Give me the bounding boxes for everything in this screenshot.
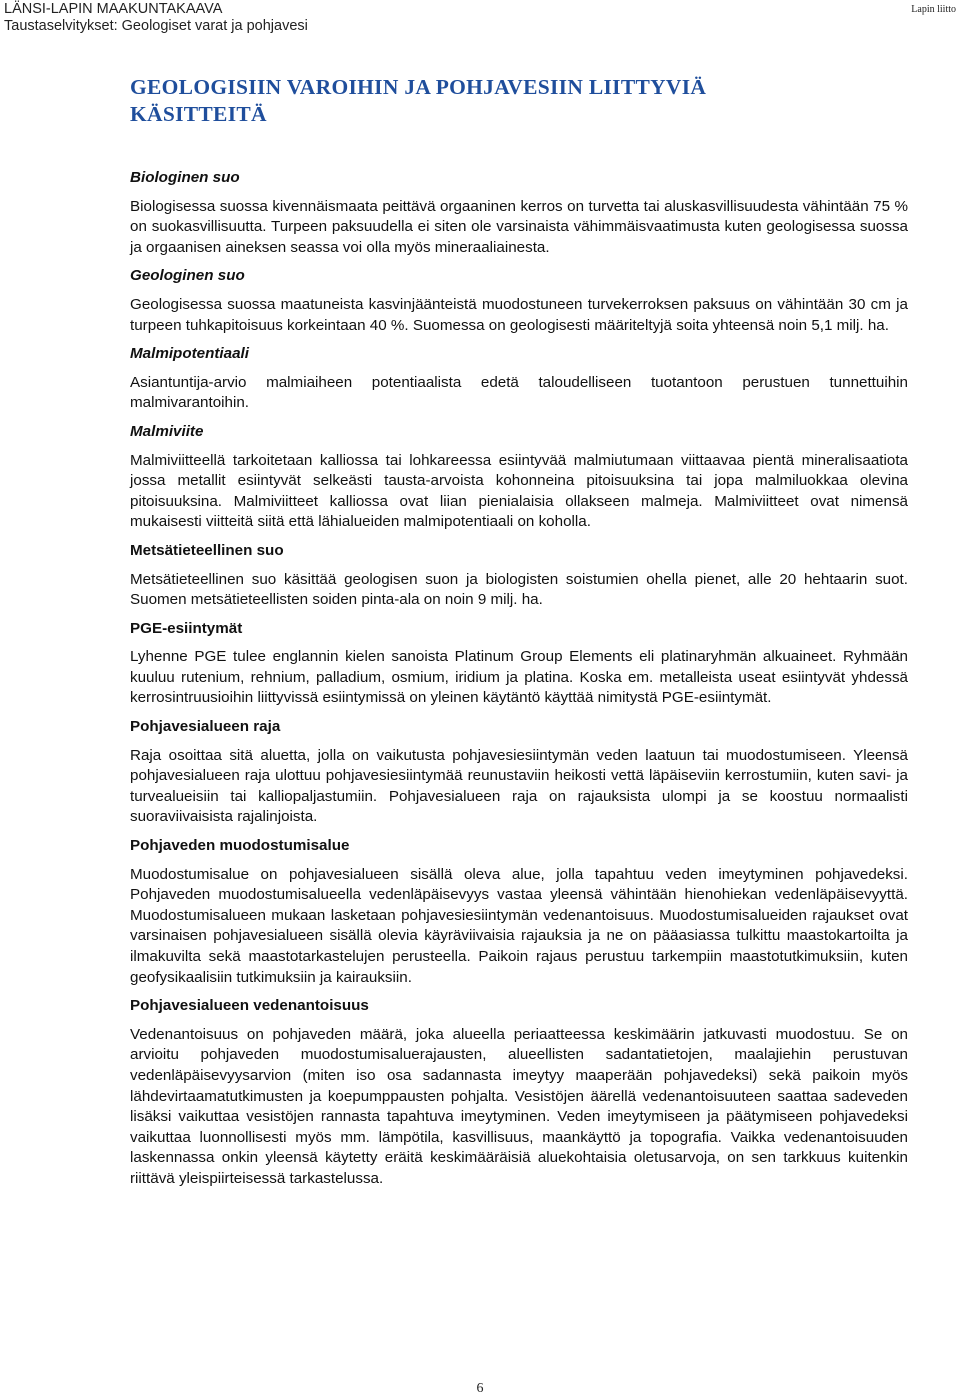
definition-metsatieteellinen-suo: Metsätieteellinen suo käsittää geologisen suon ja biologisten soistumien ohella pienet, alle 20 hehtaarin suot. Suomen metsätieteellisten soiden pinta-ala on noin 9 milj. ha. <box>130 570 908 609</box>
term-metsatieteellinen-suo: Metsätieteellinen suo <box>130 541 284 559</box>
term-pohjavesialueen-raja: Pohjavesialueen raja <box>130 718 281 736</box>
term-pohjaveden-muodostumisalue: Pohjaveden muodostumisalue <box>130 837 350 855</box>
term-pohjavesialueen-vedenantoisuus: Pohjavesialueen vedenantoisuus <box>130 997 369 1015</box>
definition-malmipotentiaali: Asiantuntija-arvio malmiaiheen potentiaalista edetä taloudelliseen tuotantoon perustuen tunnettuihin malmivarantoihin. <box>130 373 908 412</box>
page-title <box>130 74 910 128</box>
header-line-2: Taustaselvitykset: Geologiset varat ja pohjavesi <box>4 18 308 34</box>
definition-pohjavesialueen-vedenantoisuus: Vedenantoisuus on pohjaveden määrä, joka alueella periaatteessa keskimäärin jatkuvasti muodostuu. Se on arvioitu pohjaveden muodostumisaluerajausten, alueellisten sadantatietojen, maalajiehin perustuvan vedenläpäisevyysarvion (miten iso osa sadannasta imeytyy maaperään pohjavedeksi) sekä paikoin myös lähdevirtaamatutkimusten ja koepumppausten pohjalta. Vesistöjen äärellä vedenantoisuuteen saattaa sadeveden lisäksi vaikuttaa vesistöjen rannasta tapahtuva imeytyminen. Veden imeytymiseen ja päätymiseen pohjavedeksi vaikuttaa luonnollisesti myös mm. lämpötila, kasvillisuus, maankäyttö ja topografia. Vaikka vedenantoisuuden laskennassa onkin yleensä käytetty eräitä keskimääräisiä aluekohtaisia oletusarvoja, on sen tarkkuus kuitenkin riittävä yleispiirteisessä tarkastelussa. <box>130 1025 908 1187</box>
definition-malmiviite: Malmiviitteellä tarkoitetaan kalliossa tai lohkareessa esiintyvää malmiutumaan viittaavaa pientä mineralisaatiota jossa metallit esiintyvät selkeästi tausta-arvoista kohonneina pitoisuuksina tai jopa malmiluokkaa olevina pitoisuuksina. Malmiviitteet kalliossa ovat liian pienialaisia ollakseen malmeja. Malmiviitteet ovat nimensä mukaisesti viitteitä siitä että lähialueiden malmipotentiaali on koholla. <box>130 451 908 531</box>
title-line-2: KÄSITTEITÄ <box>130 102 267 126</box>
term-geologinen-suo: Geologinen suo <box>130 267 245 285</box>
definition-geologinen-suo: Geologisessa suossa maatuneista kasvinjäänteistä muodostuneen turvekerroksen paksuus on vähintään 30 cm ja turpeen tuhkapitoisuus korkeintaan 40 %. Suomessa on geologisesti määriteltyjä soita yhteensä noin 5,1 milj. ha. <box>130 295 908 334</box>
definition-pohjavesialueen-raja: Raja osoittaa sitä aluetta, jolla on vaikutusta pohjavesiesiintymän veden laatuun tai muodostumiseen. Yleensä pohjavesialueen raja ulottuu pohjavesiesiintymää reunustaviin heikosti vettä läpäiseviin kerrostumiin, kuten savi- ja turvealueisiin tai kalliopaljastumiin. Pohjavesialueen raja on rajauksista ulompi ja se koostuu normaalisti suoraviivaisista rajalinjoista. <box>130 746 908 826</box>
term-malmipotentiaali: Malmipotentiaali <box>130 345 249 363</box>
header-line-1: LÄNSI-LAPIN MAAKUNTAKAAVA <box>4 1 223 17</box>
title-line-1: GEOLOGISIIN VAROIHIN JA POHJAVESIIN LIITTYVIÄ <box>130 75 707 99</box>
definition-pge-esiintymat: Lyhenne PGE tulee englannin kielen sanoista Platinum Group Elements eli platinaryhmän alkuaineet. Ryhmään kuuluu rutenium, rehnium, palladium, osmium, iridium ja platina. Koska em. metalleista useat esiintyvät yhdessä kerrosintruusioihin liittyvissä esiintymissä on yleinen käytäntö käyttää nimitystä PGE-esiintymät. <box>130 648 908 707</box>
term-malmiviite: Malmiviite <box>130 422 204 440</box>
glossary <box>130 168 908 1190</box>
term-biologinen-suo: Biologinen suo <box>130 169 240 186</box>
page-number: 6 <box>476 1381 484 1396</box>
definition-pohjaveden-muodostumisalue: Muodostumisalue on pohjavesialueen sisällä oleva alue, jolla tapahtuu veden imeytyminen pohjavedeksi. Pohjaveden muodostumisalueella vedenläpäisevyys vastaa yleensä vähintään hienohiekan vedenläpäisevyyttä. Muodostumisalueen mukaan lasketaan pohjavesiesiintymän vedenantoisuus. Muodostumisalueiden rajaukset ovat varsinaisen pohjavesialueen sisällä olevia käyräviivaisia rajauksia ja ne on pääasiassa tulkittu maastokartoilta ja ilmakuvilta sekä maastotarkastelujen perusteella. Paikoin rajaus perustuu tarkempiin maastotutkimuksiin, kuten geofysikaalisiin tutkimuksiin ja kairauksiin. <box>130 865 908 986</box>
brand-label: Lapin liitto <box>911 4 956 15</box>
definition-biologinen-suo: Biologisessa suossa kivennäismaata peittävä orgaaninen kerros on turvetta tai aluskasvillisuudesta vähintään 75 % on suokasvillisuutta. Turpeen paksuudella ei siten ole varsinaista vähimmäisvaatimusta kuten geologisessa suossa ja orgaanisen aineksen seassa voi olla myös mineraaliainesta. <box>130 197 908 256</box>
document-header <box>4 1 308 35</box>
term-pge-esiintymat: PGE-esiintymät <box>130 619 243 637</box>
